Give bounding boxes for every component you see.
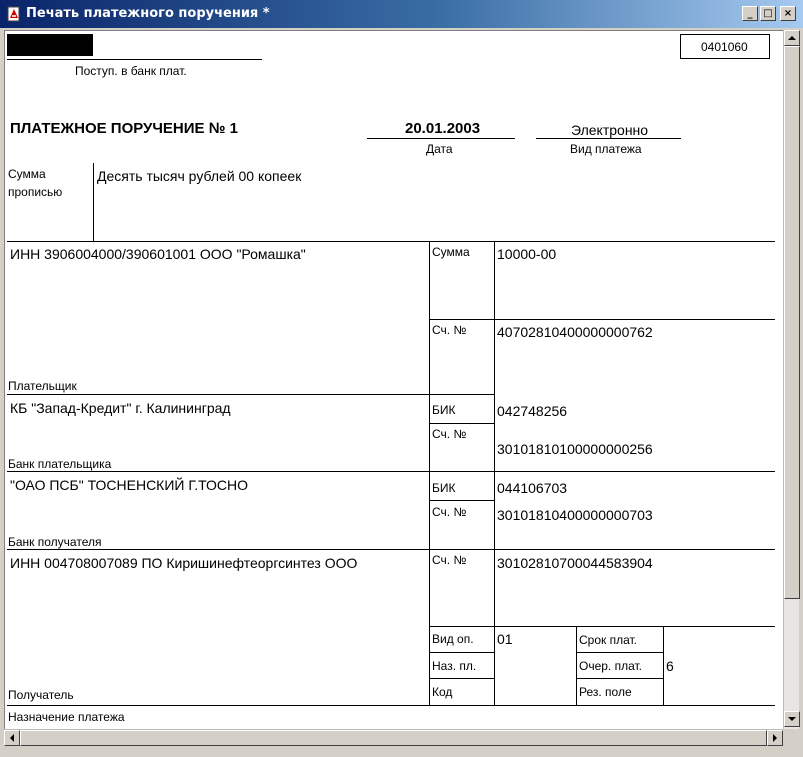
payee-account-label: Сч. № — [432, 553, 467, 567]
amount-words-value: Десять тысяч рублей 00 копеек — [97, 168, 302, 184]
horizontal-scroll-thumb[interactable] — [20, 730, 767, 746]
payee-inn-name: ИНН 004708007089 ПО Киришинефтеоргсинтез ООО — [10, 555, 358, 571]
date-label: Дата — [426, 142, 453, 156]
op-type-value: 01 — [497, 631, 513, 647]
payer-inn-name: ИНН 3906004000/390601001 ООО "Ромашка" — [10, 246, 306, 262]
purpose-code-label: Наз. пл. — [432, 659, 477, 673]
payment-type-underline — [536, 138, 681, 139]
scroll-down-button[interactable] — [784, 711, 800, 727]
scroll-left-button[interactable] — [4, 730, 20, 746]
grid-line-optype — [429, 652, 494, 653]
grid-line-payer-top — [7, 241, 775, 242]
date-underline — [367, 138, 515, 139]
payer-corr-account-label: Сч. № — [432, 427, 467, 441]
op-type-label: Вид оп. — [432, 632, 474, 646]
minimize-button[interactable] — [742, 6, 758, 21]
okud-code: 0401060 — [701, 40, 748, 54]
grid-col-due-left — [576, 626, 577, 705]
payer-corr-account-value: 30101810100000000256 — [497, 441, 653, 457]
payer-account-value: 40702810400000000762 — [497, 324, 653, 340]
amount-label: Сумма — [432, 245, 470, 259]
grid-line-payee-account-bottom — [429, 626, 775, 627]
amount-words-divider — [93, 163, 94, 241]
grid-line-payee-bank-bottom — [7, 549, 775, 550]
amount-value: 10000-00 — [497, 246, 557, 262]
purpose-label: Назначение платежа — [8, 710, 125, 724]
arrow-down-icon — [788, 716, 796, 722]
close-button[interactable] — [780, 6, 796, 21]
arrow-right-icon — [772, 734, 778, 742]
horizontal-scrollbar[interactable] — [4, 729, 783, 746]
reserve-label: Рез. поле — [579, 685, 632, 699]
payee-corr-account-value: 30101810400000000703 — [497, 507, 653, 523]
payment-order-document — [4, 30, 783, 729]
grid-line-payer-bank-bottom — [7, 471, 775, 472]
grid-col-due-right — [663, 626, 664, 705]
maximize-button[interactable] — [760, 6, 776, 21]
scrollbar-corner — [783, 729, 799, 746]
scroll-up-button[interactable] — [784, 30, 800, 46]
grid-line-priority — [576, 678, 663, 679]
arrow-up-icon — [788, 35, 796, 41]
payee-bik-value: 044106703 — [497, 480, 568, 496]
minimize-icon: _ — [747, 8, 753, 19]
payment-type-value: Электронно — [571, 122, 649, 138]
date-value: 20.01.2003 — [405, 120, 481, 137]
payer-bik-label: БИК — [432, 403, 456, 417]
payee-corr-account-label: Сч. № — [432, 505, 467, 519]
payee-bank-label: Банк получателя — [8, 535, 102, 549]
payee-account-value: 30102810700044583904 — [497, 555, 653, 571]
grid-line-purpose-code — [429, 678, 494, 679]
payer-bik-value: 042748256 — [497, 403, 568, 419]
grid-col-labels-left — [429, 241, 430, 705]
scroll-right-button[interactable] — [767, 730, 783, 746]
grid-line-amount-bottom — [429, 319, 775, 320]
arrow-left-icon — [9, 734, 15, 742]
maximize-icon: □ — [763, 8, 773, 19]
grid-line-payee-bottom — [7, 705, 775, 706]
received-box-border — [7, 34, 93, 56]
vertical-scroll-thumb[interactable] — [784, 46, 800, 599]
payer-bank-label: Банк плательщика — [8, 457, 112, 471]
window-title: Печать платежного поручения * — [26, 6, 270, 21]
priority-value: 6 — [666, 658, 674, 674]
grid-line-payer-bottom — [7, 394, 494, 395]
payee-bik-label: БИК — [432, 481, 456, 495]
due-label: Срок плат. — [579, 633, 638, 647]
doc-title: ПЛАТЕЖНОЕ ПОРУЧЕНИЕ № 1 — [10, 120, 238, 137]
close-icon: × — [783, 8, 793, 19]
priority-label: Очер. плат. — [579, 659, 643, 673]
received-label: Поступ. в банк плат. — [75, 64, 187, 78]
grid-line-payer-bik — [429, 423, 494, 424]
payment-type-label: Вид платежа — [570, 142, 642, 156]
payer-account-label: Сч. № — [432, 323, 467, 337]
payer-label: Плательщик — [8, 379, 77, 393]
payee-label: Получатель — [8, 688, 74, 702]
amount-words-label-line1: Сумма — [8, 167, 46, 181]
vertical-scrollbar[interactable] — [783, 30, 799, 729]
received-underline — [7, 59, 262, 60]
app-icon — [6, 6, 22, 22]
code-label: Код — [432, 685, 453, 699]
payer-bank-name: КБ "Запад-Кредит" г. Калининград — [10, 400, 231, 416]
payee-bank-name: "ОАО ПСБ" ТОСНЕНСКИЙ Г.ТОСНО — [10, 477, 249, 493]
title-bar[interactable] — [0, 0, 803, 28]
grid-line-payee-bik — [429, 500, 494, 501]
grid-line-due — [576, 652, 663, 653]
grid-col-labels-right — [494, 241, 495, 705]
amount-words-label-line2: прописью — [8, 185, 63, 199]
